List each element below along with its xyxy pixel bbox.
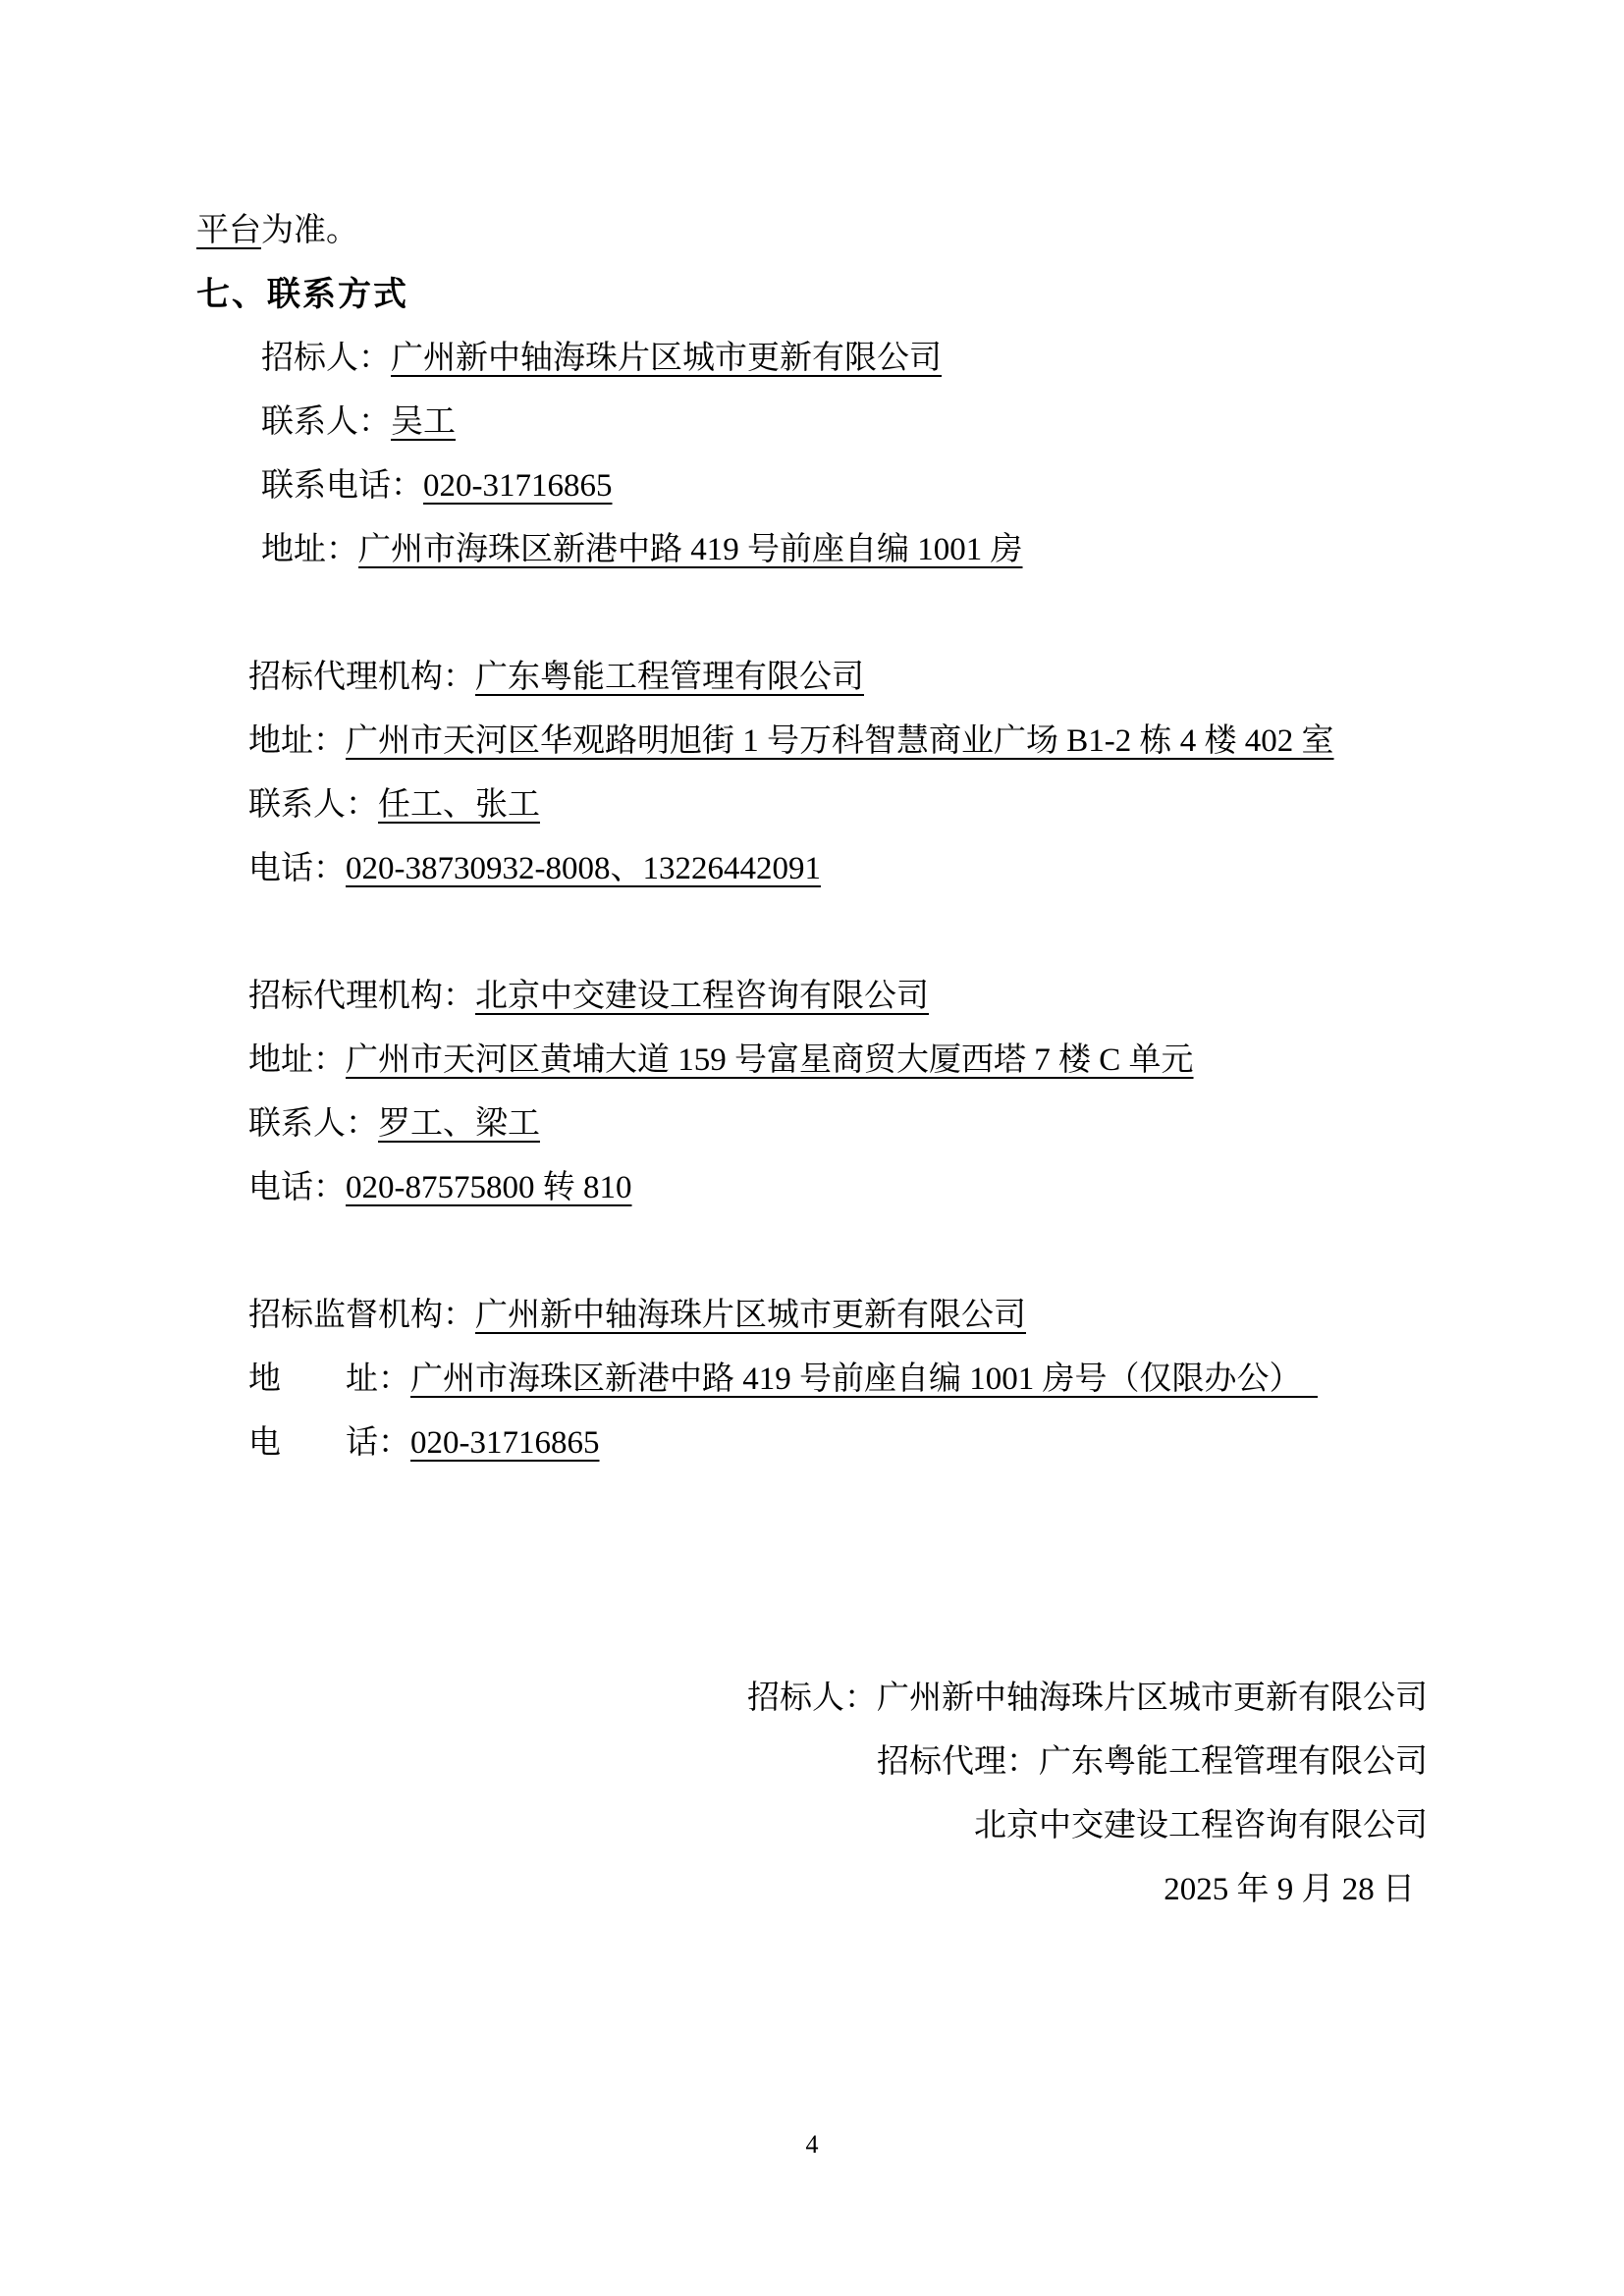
section-heading: 七、联系方式 — [196, 276, 408, 313]
signature-agency2-line: 北京中交建设工程咨询有限公司 — [974, 1808, 1428, 1843]
signature-block — [196, 1667, 1428, 1922]
field-value: 吴工 — [391, 404, 456, 440]
field-label: 招标监督机构： — [248, 1298, 475, 1333]
intro-rest-text: 为准。 — [261, 213, 358, 248]
field-value: 020-31716865 — [410, 1425, 600, 1461]
tenderer-contact-line — [196, 391, 1428, 454]
field-value: 广州市天河区华观路明旭街 1 号万科智慧商业广场 B1-2 栋 4 楼 402 室 — [346, 723, 1334, 759]
tenderer-address-line — [196, 518, 1428, 582]
agency-block-2 — [196, 965, 1428, 1220]
signature-agency-line: 招标代理：广东粤能工程管理有限公司 — [877, 1744, 1428, 1780]
tenderer-name-line — [196, 327, 1428, 391]
agency1-name-line — [196, 646, 1428, 710]
tenderer-phone-line — [196, 454, 1428, 518]
field-label: 联系人： — [248, 1106, 378, 1142]
field-value: 020-38730932-8008、13226442091 — [346, 851, 821, 886]
agency2-contact-line — [196, 1093, 1428, 1156]
field-value: 020-31716865 — [423, 468, 613, 504]
field-value: 罗工、梁工 — [378, 1106, 540, 1142]
agency1-contact-line — [196, 774, 1428, 837]
agency-block-1 — [196, 646, 1428, 901]
field-value: 广州市海珠区新港中路 419 号前座自编 1001 房 — [358, 532, 1023, 567]
field-label: 招标代理机构： — [248, 660, 475, 695]
supervision-address-line — [196, 1348, 1428, 1412]
supervision-block — [196, 1284, 1428, 1475]
field-label: 招标代理机构： — [248, 979, 475, 1014]
agency2-name-line — [196, 965, 1428, 1029]
field-label: 地址： — [261, 532, 358, 567]
field-label: 地 址： — [248, 1362, 410, 1397]
field-value: 广州新中轴海珠片区城市更新有限公司 — [475, 1298, 1026, 1333]
field-value: 广州市天河区黄埔大道 159 号富星商贸大厦西塔 7 楼 C 单元 — [346, 1042, 1194, 1078]
agency2-address-line — [196, 1029, 1428, 1093]
intro-underlined-text: 平台 — [196, 213, 261, 248]
signature-tenderer-line: 招标人：广州新中轴海珠片区城市更新有限公司 — [747, 1681, 1428, 1716]
intro-line — [196, 199, 1428, 263]
signature-date-line: 2025 年 9 月 28 日 — [1164, 1872, 1415, 1907]
field-label: 联系人： — [248, 787, 378, 823]
field-value: 广州新中轴海珠片区城市更新有限公司 — [391, 341, 942, 376]
field-label: 联系电话： — [261, 468, 423, 504]
agency1-address-line — [196, 710, 1428, 774]
field-label: 地址： — [248, 1042, 346, 1078]
field-label: 电话： — [248, 1170, 346, 1205]
field-label: 联系人： — [261, 404, 391, 440]
field-value: 任工、张工 — [378, 787, 540, 823]
field-value: 北京中交建设工程咨询有限公司 — [475, 979, 929, 1014]
page-number: 4 — [805, 2130, 819, 2159]
field-label: 电 话： — [248, 1425, 410, 1461]
agency1-phone-line — [196, 837, 1428, 901]
field-value: 广州市海珠区新港中路 419 号前座自编 1001 房号（仅限办公） — [410, 1362, 1285, 1397]
field-label: 地址： — [248, 723, 346, 759]
field-label: 招标人： — [261, 341, 391, 376]
field-value: 020-87575800 转 810 — [346, 1170, 632, 1205]
supervision-name-line — [196, 1284, 1428, 1348]
field-label: 电话： — [248, 851, 346, 886]
agency2-phone-line — [196, 1156, 1428, 1220]
supervision-phone-line — [196, 1412, 1428, 1475]
field-value: 广东粤能工程管理有限公司 — [475, 660, 864, 695]
tenderer-block — [196, 327, 1428, 582]
